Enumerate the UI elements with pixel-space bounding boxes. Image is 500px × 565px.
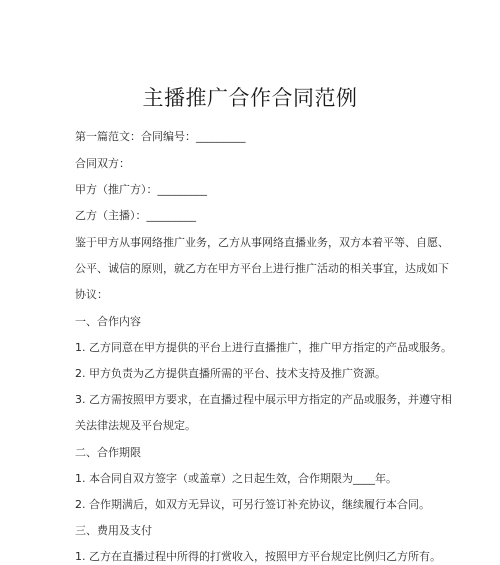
parties-heading: 合同双方： [75,157,130,170]
contract-number-line: 第一篇范文：合同编号：_________ [75,130,246,143]
clause-1-2: 2. 甲方负责为乙方提供直播所需的平台、技术支持及推广资源。 [75,367,386,380]
section-heading-cooperation-content: 一、合作内容 [75,315,141,328]
party-b-line: 乙方（主播）：_________ [75,209,196,222]
clause-2-1: 1. 本合同自双方签字（或盖章）之日起生效，合作期限为____年。 [75,472,397,485]
clause-1-3-line-1: 3. 乙方需按照甲方要求，在直播过程中展示甲方指定的产品或服务，并遵守相 [75,393,452,406]
section-heading-cooperation-period: 二、合作期限 [75,446,141,459]
party-a-line: 甲方（推广方）：_________ [75,183,207,196]
clause-3-1: 1. 乙方在直播过程中所得的打赏收入，按照甲方平台规定比例归乙方所有。 [75,550,441,563]
clause-1-1: 1. 乙方同意在甲方提供的平台上进行直播推广，推广甲方指定的产品或服务。 [75,341,452,354]
preamble-line-2: 公平、诚信的原则，就乙方在甲方平台上进行推广活动的相关事宜，达成如下 [75,262,449,275]
preamble-line-1: 鉴于甲方从事网络推广业务，乙方从事网络直播业务，双方本着平等、自愿、 [75,236,449,249]
clause-1-3-line-2: 关法律法规及平台规定。 [75,419,196,432]
clause-2-2: 2. 合作期满后，如双方无异议，可另行签订补充协议，继续履行本合同。 [75,498,430,511]
document-title: 主播推广合作合同范例 [142,86,358,110]
section-heading-fees-payment: 三、费用及支付 [75,524,152,537]
preamble-line-3: 协议： [75,288,108,301]
